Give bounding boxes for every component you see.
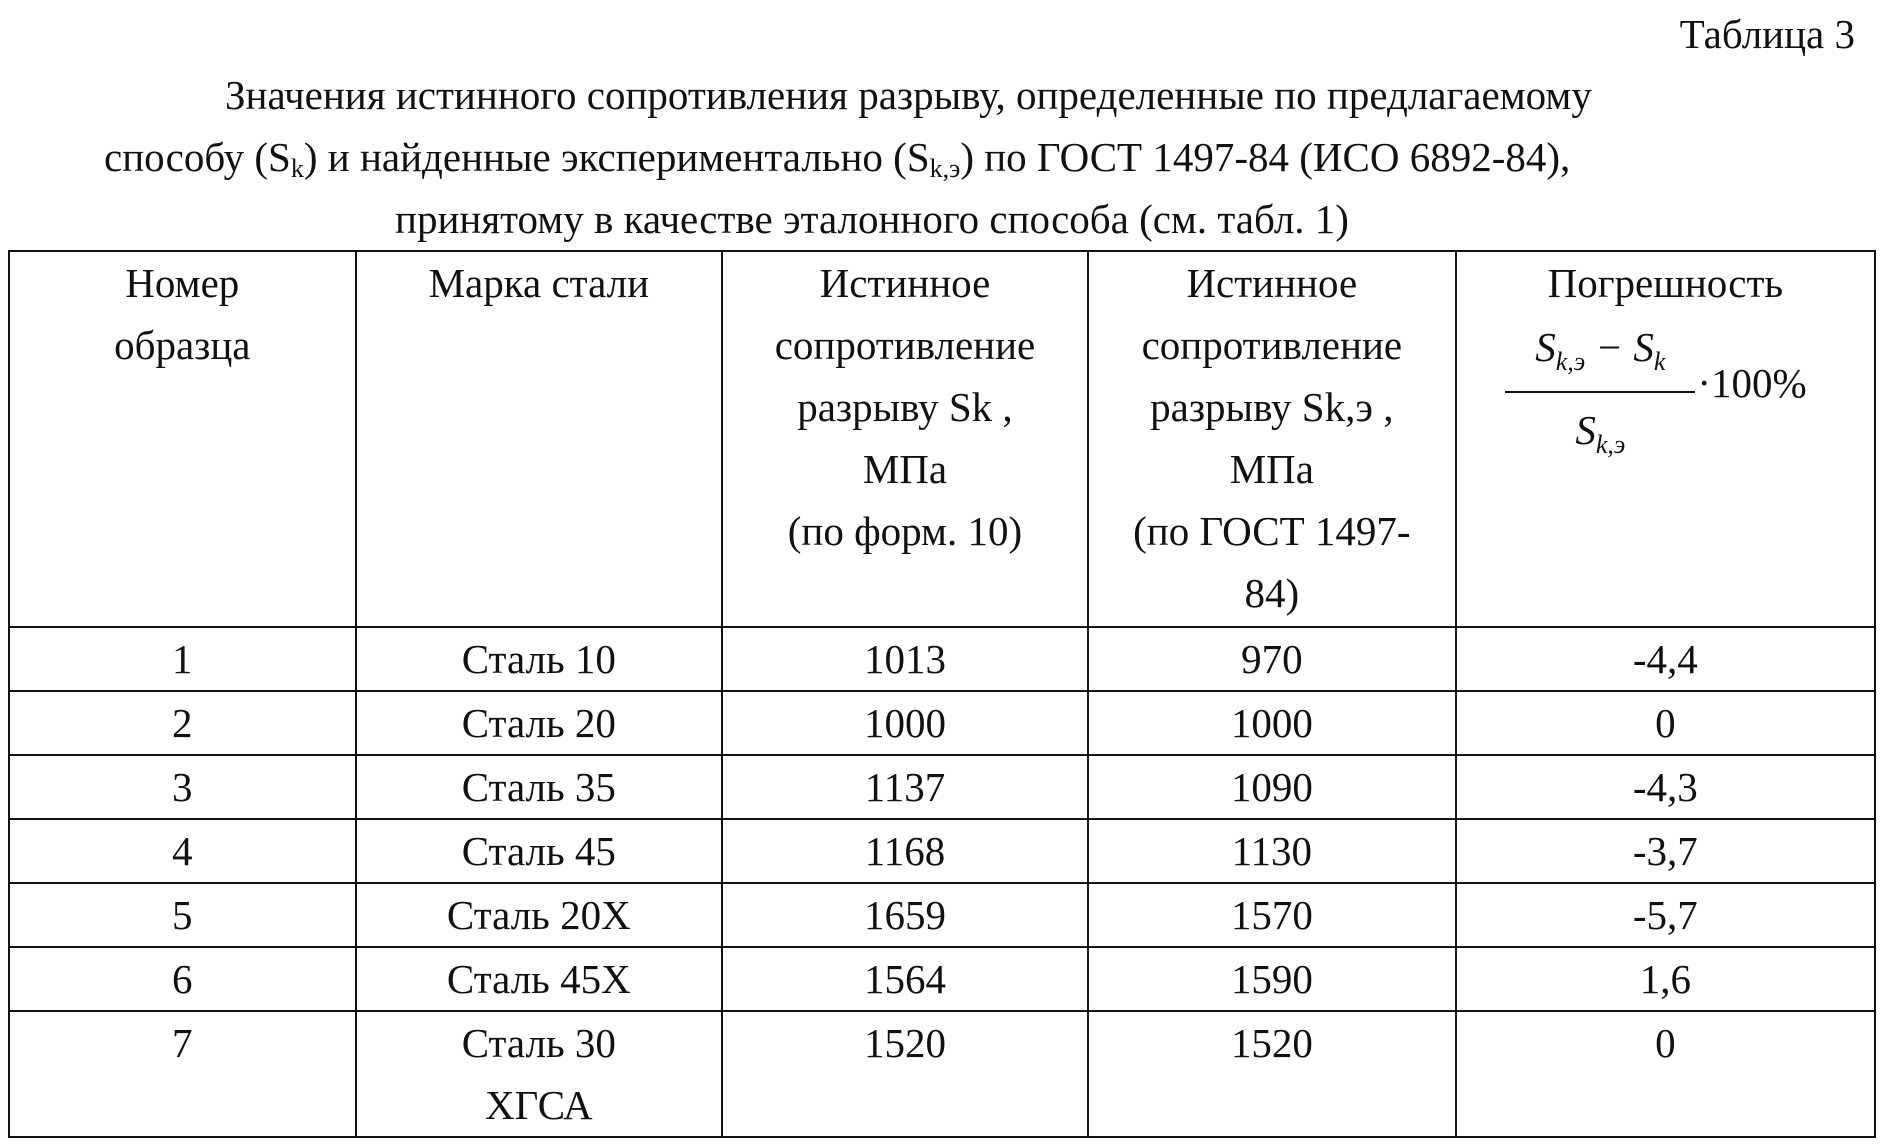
formula-num-s: S: [1535, 324, 1556, 370]
caption-line-3: принятому в качестве эталонного способа (см. табл. 1): [395, 196, 1349, 242]
table-row: [9, 1011, 1875, 1137]
cell-error: -4,4: [1456, 627, 1875, 691]
cell-steel-grade: Сталь 35: [356, 755, 722, 819]
cell-sk: 1168: [722, 819, 1088, 883]
formula-num-sub-ke: k,э: [1555, 347, 1586, 377]
header-steel-grade: [356, 251, 722, 627]
cell-steel-grade-text: Сталь 30 ХГСА: [461, 1020, 616, 1128]
cell-sample-number: 4: [9, 819, 356, 883]
formula-numerator: [1505, 318, 1695, 391]
cell-sample-number: 5: [9, 883, 356, 947]
cell-sk: 1013: [722, 627, 1088, 691]
formula-den-sub-ke: k,э: [1595, 430, 1626, 460]
header-true-strength-experimental: [1088, 251, 1456, 627]
table-number-label: Таблица 3: [1679, 11, 1855, 57]
cell-steel-grade: Сталь 45Х: [356, 947, 722, 1011]
cell-sample-number: 1: [9, 627, 356, 691]
formula-fraction: [1505, 318, 1695, 474]
cell-sk: 1520: [722, 1011, 1088, 1137]
header-steel-grade-text: Марка стали: [428, 260, 650, 306]
header-col4-line: 84): [1244, 570, 1300, 616]
cell-ske: 970: [1088, 627, 1456, 691]
cell-error: -5,7: [1456, 883, 1875, 947]
formula-num-sub-k: k: [1653, 347, 1666, 377]
formula-num-minus-s: − S: [1585, 324, 1654, 370]
caption-line-2-part-c: ) по ГОСТ 1497-84 (ИСО 6892-84),: [960, 134, 1571, 180]
header-col4-line: (по ГОСТ 1497-: [1133, 508, 1411, 554]
header-col3-line: сопротивление: [774, 322, 1036, 368]
cell-error: -4,3: [1456, 755, 1875, 819]
cell-sample-number: 6: [9, 947, 356, 1011]
header-col4-line: Истинное: [1186, 260, 1358, 306]
header-col4-line: разрыву Sk,э ,: [1150, 384, 1394, 430]
cell-error: 0: [1456, 691, 1875, 755]
cell-sk: 1000: [722, 691, 1088, 755]
cell-ske: 1000: [1088, 691, 1456, 755]
cell-steel-grade: Сталь 20: [356, 691, 722, 755]
cell-ske: 1570: [1088, 883, 1456, 947]
cell-ske: 1090: [1088, 755, 1456, 819]
cell-sk: 1659: [722, 883, 1088, 947]
formula-den-s: S: [1575, 407, 1596, 454]
header-col4-line: сопротивление: [1141, 322, 1403, 368]
cell-sample-number: 2: [9, 691, 356, 755]
cell-sample-number: 7: [9, 1011, 356, 1137]
header-sample-number-text: Номер образца: [114, 260, 251, 368]
header-col4-line: МПа: [1229, 446, 1314, 492]
cell-sk: 1564: [722, 947, 1088, 1011]
cell-error: -3,7: [1456, 819, 1875, 883]
header-sample-number: [9, 251, 356, 627]
cell-error: 1,6: [1456, 947, 1875, 1011]
table-row: [9, 883, 1875, 947]
formula-denominator: [1505, 393, 1695, 474]
cell-ske: 1520: [1088, 1011, 1456, 1137]
header-col3-line: Истинное: [819, 260, 991, 306]
header-col3-line: МПа: [862, 446, 948, 492]
table-row: [9, 755, 1875, 819]
formula-multiplier: ·100%: [1697, 360, 1807, 406]
cell-steel-grade: Сталь 45: [356, 819, 722, 883]
cell-ske: 1590: [1088, 947, 1456, 1011]
cell-steel-grade: Сталь 10: [356, 627, 722, 691]
header-col3-line: (по форм. 10): [787, 508, 1023, 554]
table-row: [9, 819, 1875, 883]
cell-sample-number: 3: [9, 755, 356, 819]
caption-sub-ske: k,э: [929, 154, 961, 183]
caption-line-2-part-a: способу (S: [104, 134, 291, 180]
results-table: [8, 250, 1876, 1138]
table-row: [9, 627, 1875, 691]
cell-error: 0: [1456, 1011, 1875, 1137]
cell-steel-grade: Сталь 20Х: [356, 883, 722, 947]
cell-steel-grade: [356, 1011, 722, 1137]
header-error: [1456, 251, 1875, 627]
caption-line-1: Значения истинного сопротивления разрыву, определенные по предлагаемому: [225, 72, 1592, 118]
header-row: [9, 251, 1875, 627]
caption-line-2-part-b: ) и найденные экспериментально (S: [303, 134, 930, 180]
error-formula: [1475, 318, 1855, 458]
header-col3-line: разрыву Sk ,: [797, 384, 1013, 430]
table-row: [9, 947, 1875, 1011]
cell-sk: 1137: [722, 755, 1088, 819]
header-true-strength-calc: [722, 251, 1088, 627]
table-row: [9, 691, 1875, 755]
header-error-title: Погрешность: [1547, 260, 1784, 306]
caption-sub-sk: k: [290, 154, 304, 183]
cell-ske: 1130: [1088, 819, 1456, 883]
